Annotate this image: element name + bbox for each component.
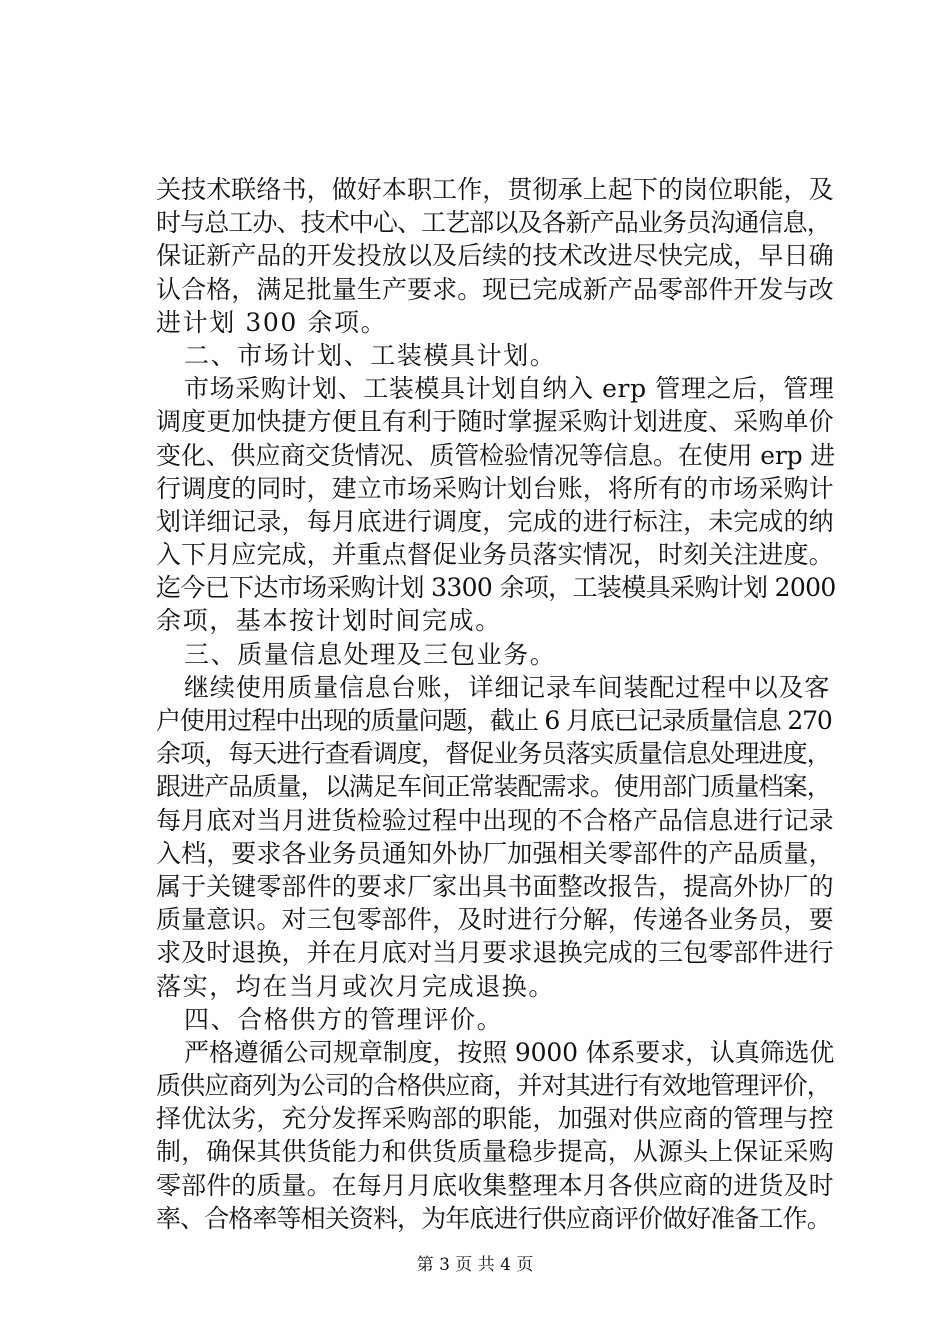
text-line: 每月底对当月进货检验过程中出现的不合格产品信息进行记录: [156, 805, 834, 835]
text-line: 变化、供应商交货情况、质管检验情况等信息。在使用 erp 进: [156, 440, 836, 470]
text-line: 零部件的质量。在每月月底收集整理本月各供应商的进货及时: [156, 1170, 834, 1200]
text-line: 三、质量信息处理及三包业务。: [184, 639, 557, 669]
text-line: 质量意识。对三包零部件，及时进行分解，传递各业务员，要: [156, 905, 834, 935]
text-line: 入档，要求各业务员通知外协厂加强相关零部件的产品质量，: [156, 838, 834, 868]
text-line: 余项，每天进行查看调度，督促业务员落实质量信息处理进度，: [156, 739, 831, 769]
text-line: 时与总工办、技术中心、工艺部以及各新产品业务员沟通信息，: [156, 208, 831, 238]
text-line: 落实，均在当月或次月完成退换。: [156, 971, 556, 1001]
text-line: 调度更加快捷方便且有利于随时掌握采购计划进度、采购单价: [156, 407, 834, 437]
text-line: 进计划 300 余项。: [156, 307, 388, 337]
text-line: 制，确保其供货能力和供货质量稳步提高，从源头上保证采购: [156, 1137, 834, 1167]
text-line: 择优汰劣，充分发挥采购部的职能，加强对供应商的管理与控: [156, 1104, 834, 1134]
text-line: 迄今已下达市场采购计划 3300 余项，工装模具采购计划 2000: [156, 573, 836, 603]
document-body: [156, 173, 836, 1235]
text-line: 四、合格供方的管理评价。: [184, 1004, 504, 1034]
text-line: 行调度的同时，建立市场采购计划台账，将所有的市场采购计: [156, 473, 834, 503]
text-line: 余项，基本按计划时间完成。: [156, 606, 502, 636]
text-line: 率、合格率等相关资料，为年底进行供应商评价做好准备工作。: [156, 1203, 831, 1233]
text-line: 跟进产品质量，以满足车间正常装配需求。使用部门质量档案，: [156, 772, 831, 802]
text-line: 保证新产品的开发投放以及后续的技术改进尽快完成，早日确: [156, 241, 834, 271]
text-line: 划详细记录，每月底进行调度，完成的进行标注，未完成的纳: [156, 506, 834, 536]
text-line: 入下月应完成，并重点督促业务员落实情况，时刻关注进度。: [156, 540, 834, 570]
text-line: 严格遵循公司规章制度，按照 9000 体系要求，认真筛选优: [184, 1037, 835, 1067]
text-line: 二、市场计划、工装模具计划。: [184, 340, 557, 370]
text-line: 质供应商列为公司的合格供应商，并对其进行有效地管理评价，: [156, 1071, 831, 1101]
text-line: 关技术联络书，做好本职工作，贯彻承上起下的岗位职能，及: [156, 175, 834, 204]
text-line: 认合格，满足批量生产要求。现已完成新产品零部件开发与改: [156, 274, 834, 304]
text-line: 继续使用质量信息台账，详细记录车间装配过程中以及客: [184, 672, 831, 702]
text-line: 属于关键零部件的要求厂家出具书面整改报告，提高外协厂的: [156, 871, 834, 901]
page-footer: 第 3 页 共 4 页: [416, 1255, 534, 1275]
text-line: 户使用过程中出现的质量问题，截止 6 月底已记录质量信息 270: [156, 706, 832, 735]
text-line: 求及时退换，并在月底对当月要求退换完成的三包零部件进行: [156, 938, 834, 968]
text-line: 市场采购计划、工装模具计划自纳入 erp 管理之后，管理: [184, 374, 835, 404]
